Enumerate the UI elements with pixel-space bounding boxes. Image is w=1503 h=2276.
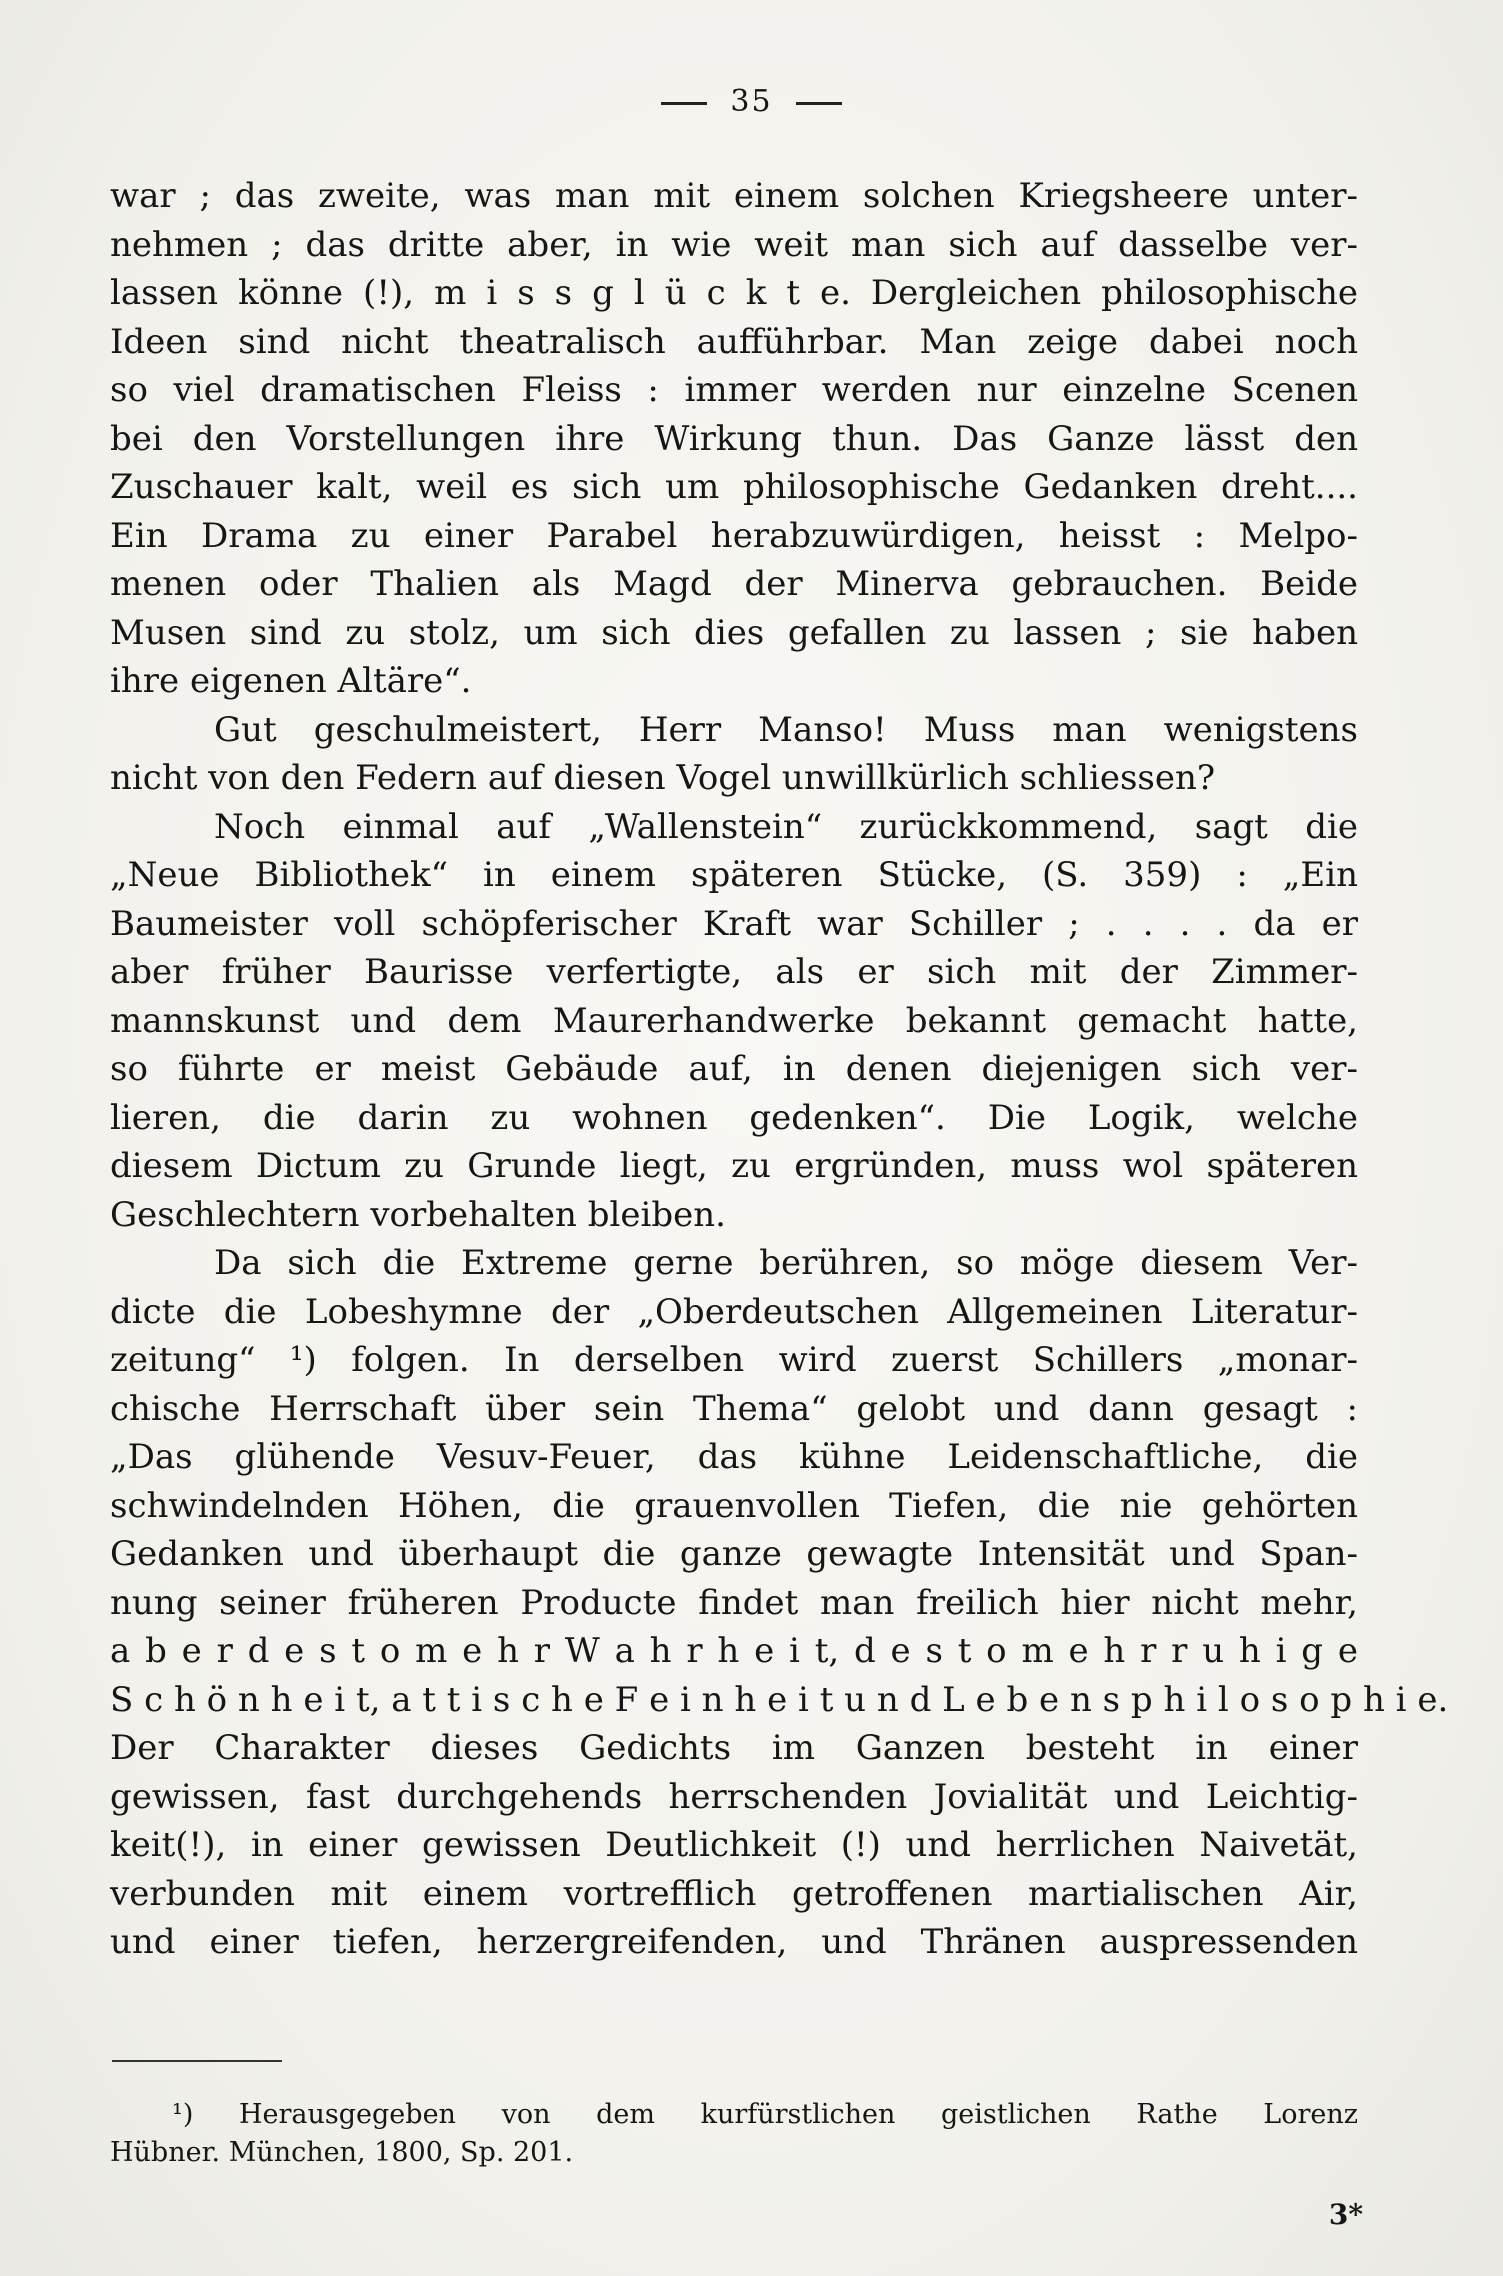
text-line: nung seiner früheren Producte findet man freilich hier nicht mehr, <box>110 1582 1358 1623</box>
text-line: Geschlechtern vorbehalten bleiben. <box>110 1194 726 1235</box>
text-line: diesem Dictum zu Grunde liegt, zu ergründen, muss wol späteren <box>110 1146 1358 1186</box>
header-dash-right <box>796 102 842 105</box>
text-line: Musen sind zu stolz, um sich dies gefallen zu lassen ; sie haben <box>110 612 1358 653</box>
main-text <box>110 172 1449 1967</box>
text-line: a b e r d e s t o m e h r W a h r h e i t, d e s t o m e h r r u h i g e <box>110 1631 1358 1671</box>
text-line: zeitung“ ¹) folgen. In derselben wird zuerst Schillers „monar- <box>110 1340 1358 1380</box>
text-line: und einer tiefen, herzergreifenden, und Thränen auspressenden <box>110 1922 1358 1962</box>
text-line: nehmen ; das dritte aber, in wie weit man sich auf dasselbe ver- <box>110 224 1358 265</box>
text-line: Noch einmal auf „Wallenstein“ zurückkommend, sagt die <box>214 806 1358 847</box>
text-line: menen oder Thalien als Magd der Minerva gebrauchen. Beide <box>110 564 1358 604</box>
text-line: keit(!), in einer gewissen Deutlichkeit (!) und herrlichen Naivetät, <box>110 1825 1358 1865</box>
text-line: lassen könne (!), m i s s g l ü c k t e. Dergleichen philosophische <box>110 273 1358 313</box>
text-line: so viel dramatischen Fleiss : immer werden nur einzelne Scenen <box>110 370 1358 410</box>
header-dash-left <box>661 102 707 105</box>
text-line: aber früher Baurisse verfertigte, als er sich mit der Zimmer- <box>110 952 1358 992</box>
text-line: Gut geschulmeistert, Herr Manso! Muss man wenigstens <box>214 709 1358 750</box>
text-line: war ; das zweite, was man mit einem solchen Kriegsheere unter- <box>110 176 1358 216</box>
text-line: „Neue Bibliothek“ in einem späteren Stücke, (S. 359) : „Ein <box>110 855 1358 895</box>
text-line: bei den Vorstellungen ihre Wirkung thun. Das Ganze lässt den <box>110 418 1358 459</box>
text-line: „Das glühende Vesuv-Feuer, das kühne Leidenschaftliche, die <box>110 1437 1358 1477</box>
text-line: Da sich die Extreme gerne berühren, so möge diesem Ver- <box>214 1243 1358 1283</box>
text-line: schwindelnden Höhen, die grauenvollen Tiefen, die nie gehörten <box>110 1485 1358 1526</box>
text-line: nicht von den Federn auf diesen Vogel unwillkürlich schliessen? <box>110 758 1216 798</box>
page-number: 35 <box>730 84 773 119</box>
text-line: gewissen, fast durchgehends herrschenden Jovialität und Leichtig- <box>110 1776 1358 1817</box>
page-header <box>0 84 1503 119</box>
text-line: Zuschauer kalt, weil es sich um philosophische Gedanken dreht.... <box>110 467 1358 507</box>
text-line: lieren, die darin zu wohnen gedenken“. Die Logik, welche <box>110 1097 1358 1138</box>
text-line: so führte er meist Gebäude auf, in denen diejenigen sich ver- <box>110 1049 1358 1089</box>
text-line: Gedanken und überhaupt die ganze gewagte Intensität und Span- <box>110 1534 1358 1574</box>
footnote-divider <box>112 2060 282 2062</box>
footnote-line: Hübner. München, 1800, Sp. 201. <box>110 2137 574 2168</box>
text-line: Ideen sind nicht theatralisch aufführbar. Man zeige dabei noch <box>110 321 1358 362</box>
footnotes <box>110 2096 1358 2172</box>
text-line: dicte die Lobeshymne der „Oberdeutschen Allgemeinen Literatur- <box>110 1291 1358 1332</box>
text-line: mannskunst und dem Maurerhandwerke bekannt gemacht hatte, <box>110 1000 1358 1041</box>
text-line: verbunden mit einem vortrefflich getroffenen martialischen Air, <box>110 1873 1358 1914</box>
footnote-line: ¹) Herausgegeben von dem kurfürstlichen geistlichen Rathe Lorenz <box>172 2099 1358 2130</box>
text-line: Ein Drama zu einer Parabel herabzuwürdigen, heisst : Melpo- <box>110 515 1358 556</box>
text-line: Baumeister voll schöpferischer Kraft war Schiller ; . . . . da er <box>110 903 1358 944</box>
text-line: Der Charakter dieses Gedichts im Ganzen besteht in einer <box>110 1728 1358 1768</box>
printer-signature: 3* <box>1328 2198 1363 2231</box>
text-line: S c h ö n h e i t, a t t i s c h e F e i n h e i t u n d L e b e n s p h i l o s o p h i e. <box>110 1679 1449 1720</box>
text-line: ihre eigenen Altäre“. <box>110 661 472 701</box>
text-line: chische Herrschaft über sein Thema“ gelobt und dann gesagt : <box>110 1388 1358 1429</box>
